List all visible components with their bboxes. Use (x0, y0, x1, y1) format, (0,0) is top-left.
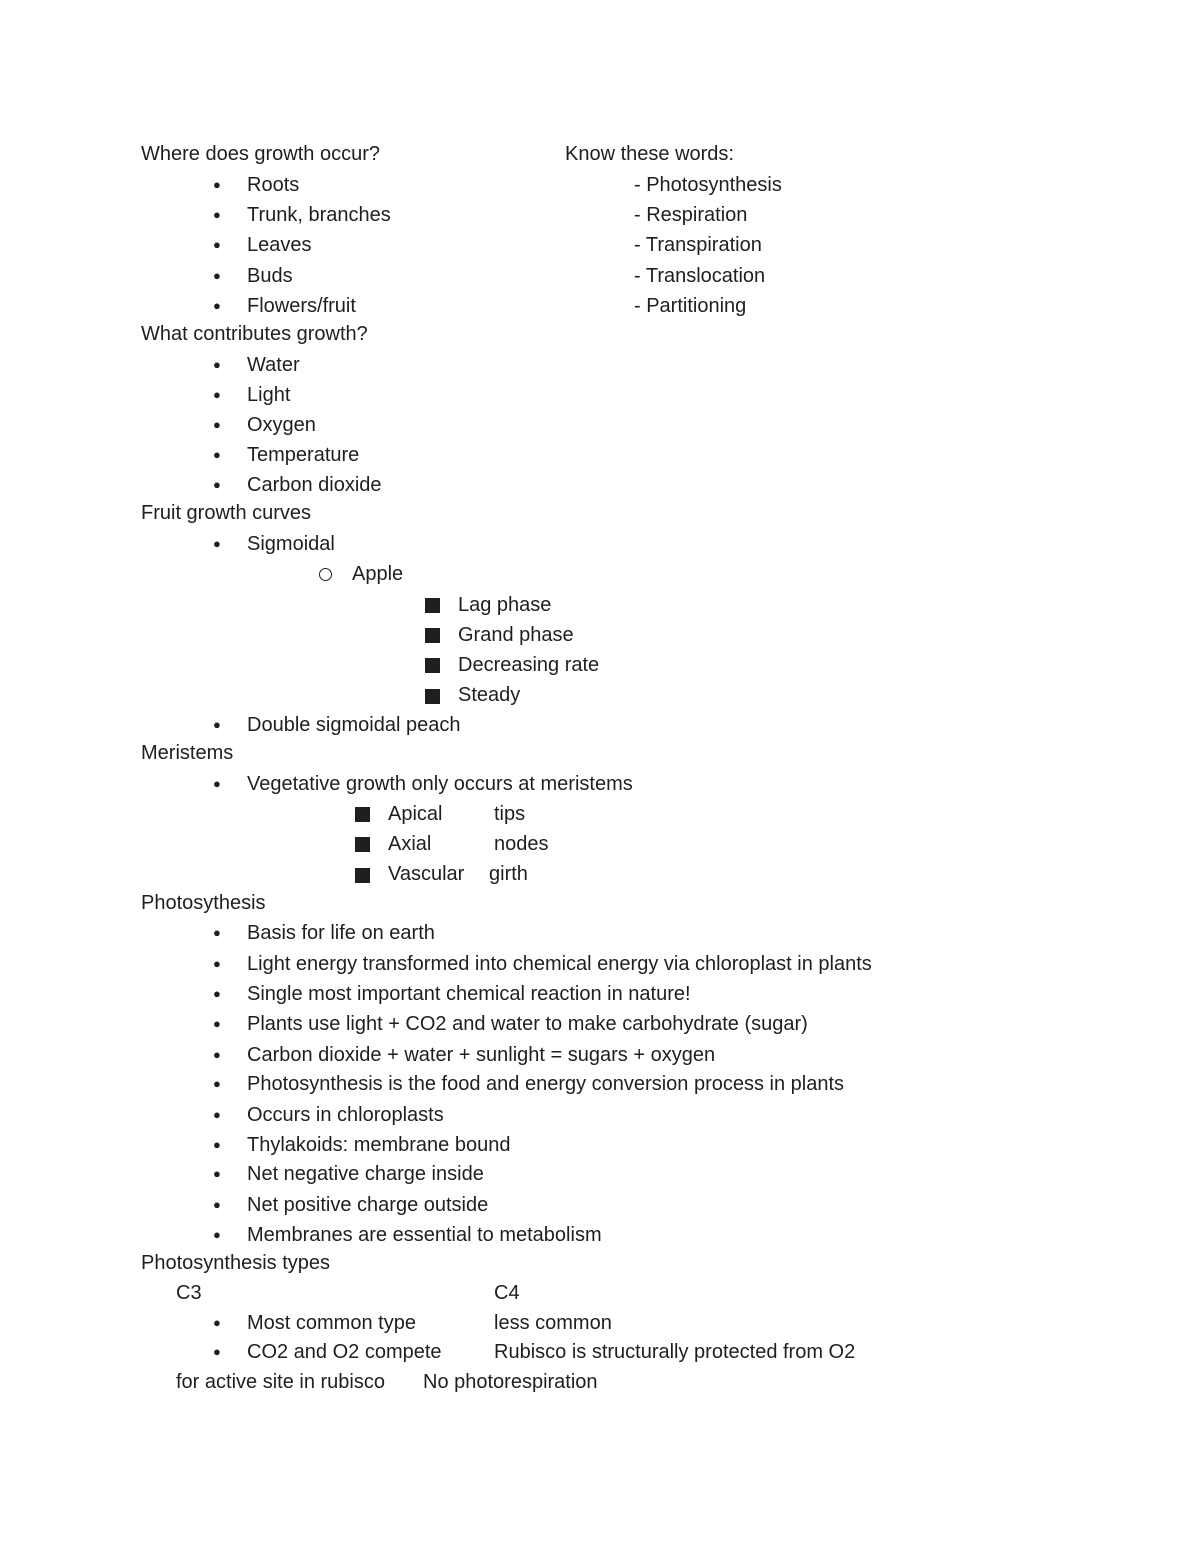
types-c3-item: CO2 and O2 compete (247, 1341, 442, 1363)
contributes-item: Oxygen (247, 414, 316, 436)
square-bullet-icon (425, 658, 440, 673)
square-bullet-icon (425, 598, 440, 613)
bullet-icon: ● (213, 387, 221, 402)
bullet-icon: ● (213, 1047, 221, 1062)
fruit-apple: Apple (352, 563, 404, 585)
photo-item: Membranes are essential to metabolism (247, 1224, 602, 1246)
words-item: - Translocation (634, 265, 766, 287)
bullet-icon: ● (213, 477, 221, 492)
bullet-icon: ● (213, 717, 221, 732)
bullet-icon: ● (213, 776, 221, 791)
bullet-icon: ● (213, 1107, 221, 1122)
bullet-icon: ● (213, 1197, 221, 1212)
fruit-phase: Lag phase (458, 594, 552, 616)
bullet-icon: ● (213, 1166, 221, 1181)
photo-item: Occurs in chloroplasts (247, 1104, 444, 1126)
types-c3-header: C3 (176, 1282, 202, 1304)
growth-item: Buds (247, 265, 293, 287)
fruit-heading: Fruit growth curves (141, 502, 312, 524)
bullet-icon: ● (213, 1076, 221, 1091)
types-c4-item: less common (494, 1312, 612, 1334)
fruit-phase: Grand phase (458, 624, 574, 646)
photo-item: Light energy transformed into chemical energy via chloroplast in plants (247, 953, 872, 975)
types-heading: Photosynthesis types (141, 1252, 330, 1274)
words-item: - Transpiration (634, 234, 762, 256)
bullet-icon: ● (213, 1227, 221, 1242)
square-bullet-icon (425, 628, 440, 643)
bullet-icon: ● (213, 237, 221, 252)
types-c3-footer: for active site in rubisco (176, 1371, 385, 1393)
contributes-item: Water (247, 354, 300, 376)
types-c4-footer: No photorespiration (423, 1371, 598, 1393)
photo-item: Photosynthesis is the food and energy conversion process in plants (247, 1073, 845, 1095)
types-c4-header: C4 (494, 1282, 520, 1304)
bullet-icon: ● (213, 177, 221, 192)
square-bullet-icon (355, 807, 370, 822)
meristem-type: Vascular (388, 863, 465, 885)
square-bullet-icon (425, 689, 440, 704)
bullet-icon: ● (213, 956, 221, 971)
types-c3-item: Most common type (247, 1312, 416, 1334)
bullet-icon: ● (213, 207, 221, 222)
photo-item: Net negative charge inside (247, 1163, 484, 1185)
words-item: - Photosynthesis (634, 174, 782, 196)
square-bullet-icon (355, 837, 370, 852)
meristem-type: Apical (388, 803, 443, 825)
fruit-sigmoidal: Sigmoidal (247, 533, 335, 555)
square-bullet-icon (355, 868, 370, 883)
photo-item: Basis for life on earth (247, 922, 435, 944)
bullet-icon: ● (213, 1016, 221, 1031)
bullet-icon: ● (213, 417, 221, 432)
photo-item: Single most important chemical reaction in nature! (247, 983, 691, 1005)
words-item: - Respiration (634, 204, 748, 226)
growth-item: Roots (247, 174, 300, 196)
photo-item: Plants use light + CO2 and water to make carbohydrate (sugar) (247, 1013, 808, 1035)
meristem-location: girth (489, 863, 528, 885)
contributes-item: Carbon dioxide (247, 474, 382, 496)
photo-item: Net positive charge outside (247, 1194, 489, 1216)
bullet-icon: ● (213, 298, 221, 313)
contributes-item: Temperature (247, 444, 360, 466)
fruit-phase: Steady (458, 684, 521, 706)
growth-item: Leaves (247, 234, 312, 256)
photo-heading: Photosythesis (141, 892, 266, 914)
words-heading: Know these words: (565, 143, 734, 165)
meristems-bullet: Vegetative growth only occurs at meristems (247, 773, 633, 795)
bullet-icon: ● (213, 447, 221, 462)
growth-item: Flowers/fruit (247, 295, 356, 317)
meristem-type: Axial (388, 833, 432, 855)
bullet-icon: ● (213, 536, 221, 551)
contributes-item: Light (247, 384, 291, 406)
meristems-heading: Meristems (141, 742, 234, 764)
bullet-icon: ● (213, 925, 221, 940)
hollow-bullet-icon (319, 568, 332, 581)
bullet-icon: ● (213, 986, 221, 1001)
bullet-icon: ● (213, 1344, 221, 1359)
types-c4-item: Rubisco is structurally protected from O2 (494, 1341, 856, 1363)
bullet-icon: ● (213, 1137, 221, 1152)
fruit-phase: Decreasing rate (458, 654, 600, 676)
bullet-icon: ● (213, 268, 221, 283)
fruit-double: Double sigmoidal peach (247, 714, 461, 736)
growth-heading: Where does growth occur? (141, 143, 381, 165)
meristem-location: nodes (494, 833, 549, 855)
bullet-icon: ● (213, 357, 221, 372)
photo-item: Thylakoids: membrane bound (247, 1134, 511, 1156)
words-item: - Partitioning (634, 295, 747, 317)
meristem-location: tips (494, 803, 526, 825)
growth-item: Trunk, branches (247, 204, 391, 226)
contributes-heading: What contributes growth? (141, 323, 368, 345)
photo-item: Carbon dioxide + water + sunlight = sugars + oxygen (247, 1044, 716, 1066)
bullet-icon: ● (213, 1315, 221, 1330)
